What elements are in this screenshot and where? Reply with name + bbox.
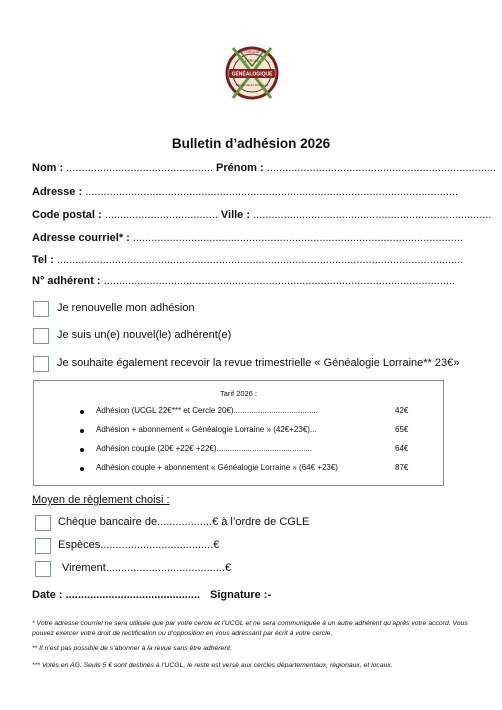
cheque-checkbox[interactable] (35, 515, 51, 531)
adresse-field[interactable] (32, 186, 458, 198)
code-postal-label: Code postal : (32, 209, 102, 221)
adherent-field[interactable] (32, 275, 455, 287)
footnote-2: ** Il n’est pas possible de s’abonner à la revue sans être adhérent. (32, 645, 232, 652)
adherent-label: N° adhérent : (32, 275, 101, 287)
courriel-dots[interactable]: ............................................................................................................ (132, 232, 463, 244)
revue-checkbox[interactable] (33, 356, 49, 372)
ville-dots[interactable]: .............................................................................. (253, 209, 492, 221)
cercle-genealogique-logo-icon (225, 44, 279, 102)
footnote-3: *** Votés en AG. Seuls 5 € sont destinés à l’UCGL, le reste est versé aux cercles départementaux, régionaux, et locaux. (32, 662, 393, 669)
tel-label: Tel : (32, 254, 54, 266)
revue-label: Je souhaite également recevoir la revue trimestrielle « Généalogie Lorraine** 23€» (57, 357, 460, 369)
virement-checkbox[interactable] (35, 561, 51, 577)
payment-heading: Moyen de règlement choisi : (32, 494, 170, 506)
form-title: Bulletin d’adhésion 2026 (171, 136, 331, 151)
nom-dots[interactable]: ................................................ (66, 162, 213, 174)
tarif-item-label: Adhésion + abonnement « Généalogie Lorraine » (42€+23€)... (96, 425, 317, 434)
bullet-icon (80, 410, 84, 414)
renew-checkbox[interactable] (33, 301, 49, 317)
prenom-label: Prénom : (216, 162, 264, 174)
tarif-item-label: Adhésion couple + abonnement « Généalogie Lorraine » (64€ +23€) (96, 463, 338, 472)
signature-field[interactable]: Signature :- (210, 589, 272, 601)
ville-label: Ville : (220, 209, 251, 221)
tarif-item-price: 42€ (395, 406, 409, 415)
code-postal-field[interactable] (32, 209, 491, 221)
renew-label: Je renouvelle mon adhésion (57, 302, 195, 314)
svg-text:CERCLE: CERCLE (244, 59, 260, 63)
tel-field[interactable] (32, 254, 463, 266)
cheque-label: Chèque bancaire de..................€ à l’ordre de CGLE (58, 516, 310, 528)
date-field[interactable]: Date : ............................................ (32, 589, 201, 601)
tarif-box (33, 380, 444, 486)
prenom-dots[interactable]: ........................................................................... (266, 162, 496, 174)
especes-checkbox[interactable] (35, 538, 51, 554)
bullet-icon (80, 467, 84, 471)
tel-dots[interactable]: ..................................................................................................................................... (56, 254, 464, 266)
courriel-field[interactable] (32, 232, 463, 244)
svg-text:LORRAINE: LORRAINE (243, 50, 261, 54)
nom-label: Nom : (32, 162, 64, 174)
virement-label: Virement.......................................€ (62, 562, 232, 574)
adresse-dots[interactable]: .......................................................................................................................... (85, 186, 459, 198)
bullet-icon (80, 448, 84, 452)
code-postal-dots[interactable]: ..................................... (104, 209, 218, 221)
tarif-title: Tarif 2026 : (219, 389, 258, 398)
adresse-label: Adresse : (32, 186, 83, 198)
especes-label: Espèces.....................................€ (58, 539, 220, 551)
svg-text:MEURTHE-ET-MOSELLE: MEURTHE-ET-MOSELLE (235, 83, 269, 87)
bullet-icon (80, 429, 84, 433)
tarif-item-price: 64€ (395, 444, 409, 453)
adherent-dots[interactable]: ................................................................................................................... (103, 275, 456, 287)
tarif-item-price: 65€ (395, 425, 409, 434)
new-member-label: Je suis un(e) nouvel(le) adhérent(e) (57, 329, 232, 341)
svg-text:GÉNÉALOGIQUE: GÉNÉALOGIQUE (231, 71, 273, 78)
footnote-1: * Votre adresse courriel ne sera utilisée que par votre cercle et l’UCGL et ne sera communiquée à un autre adhérent qu’après votre accord. Vous pouvez exercer votre droit de rectification ou d’opposition en vous adressant par écrit à votre cercle. (32, 620, 468, 637)
courriel-label: Adresse courriel* : (32, 232, 130, 244)
nom-field[interactable] (32, 162, 496, 174)
tarif-item-price: 87€ (395, 463, 409, 472)
tarif-item-label: Adhésion couple (20€ +22€ +22€)........................................... (96, 444, 313, 453)
new-member-checkbox[interactable] (33, 328, 49, 344)
tarif-item-label: Adhésion (UCGL 22€*** et Cercle 20€)...................................... (96, 406, 319, 415)
